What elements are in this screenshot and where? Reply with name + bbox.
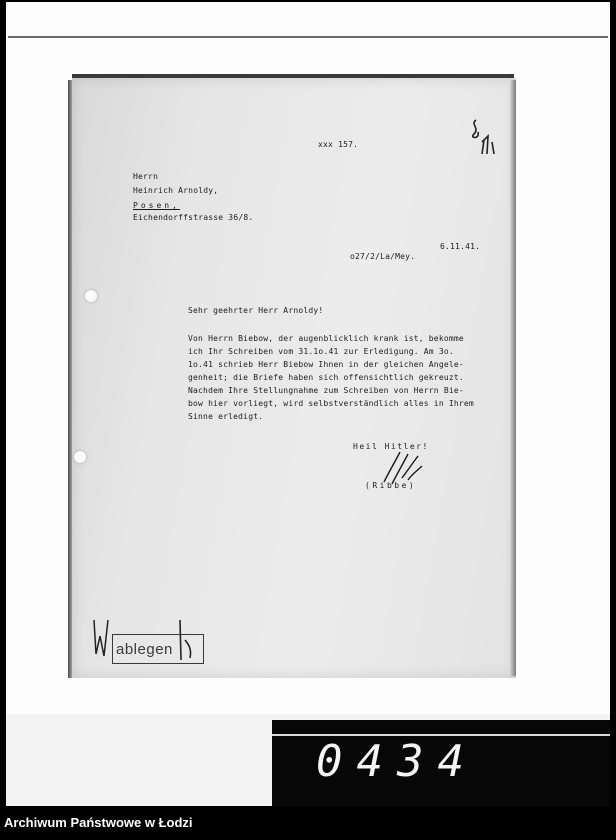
signatory: (Ribbe) bbox=[365, 481, 417, 490]
archive-name: Archiwum Państwowe w Łodzi bbox=[4, 815, 193, 830]
body-line: 1o.41 schrieb Herr Biebow Ihnen in der gleichen Angele- bbox=[188, 360, 464, 369]
body-line: bow hier vorliegt, wird selbstverständlich alles in Ihrem bbox=[188, 399, 474, 408]
frame-counter: 0434 bbox=[316, 736, 478, 787]
punch-hole-bottom bbox=[74, 451, 86, 463]
frame-rule bbox=[8, 36, 608, 38]
sheet-right-edge bbox=[510, 80, 516, 676]
letter-date: 6.11.41. bbox=[440, 242, 481, 251]
stamp-ablegen: ablegen bbox=[116, 641, 173, 658]
body-line: genheit; die Briefe haben sich offensichtlich gekreuzt. bbox=[188, 373, 464, 382]
folio-mark-handwritten bbox=[466, 116, 500, 156]
body-line: ich Ihr Schreiben vom 31.1o.41 zur Erledigung. Am 3o. bbox=[188, 347, 454, 356]
reference-code: o27/2/La/Mey. bbox=[350, 252, 416, 261]
recipient-name: Heinrich Arnoldy, bbox=[133, 186, 219, 195]
handwritten-mark-left bbox=[88, 614, 114, 664]
greeting: Sehr geehrter Herr Arnoldy! bbox=[188, 306, 324, 315]
recipient-city: Posen, bbox=[133, 201, 180, 210]
body-line: Sinne erledigt. bbox=[188, 412, 264, 421]
file-number: xxx 157. bbox=[318, 140, 359, 149]
recipient-salutation: Herrn bbox=[133, 172, 159, 181]
handwritten-mark-right bbox=[172, 614, 198, 664]
body-line: Nachdem Ihre Stellungnahme zum Schreiben von Herrn Bie- bbox=[188, 386, 464, 395]
punch-hole-top bbox=[85, 290, 97, 302]
closing: Heil Hitler! bbox=[353, 442, 429, 451]
recipient-street: Eichendorffstrasse 36/8. bbox=[133, 213, 254, 222]
body-line: Von Herrn Biebow, der augenblicklich krank ist, bekomme bbox=[188, 334, 464, 343]
